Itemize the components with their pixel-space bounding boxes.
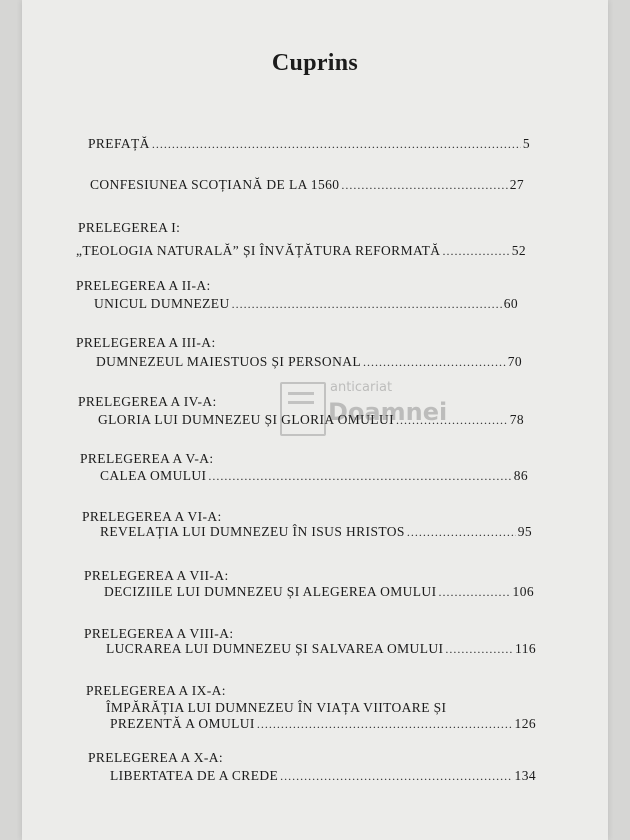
toc-entry-title: UNICUL DUMNEZEU (94, 296, 230, 311)
lecture-heading: PRELEGEREA A II-A: (76, 278, 211, 293)
toc-entry-confesiunea (90, 177, 524, 193)
lecture-heading: PRELEGEREA A V-A: (80, 451, 214, 466)
toc-entry-lecture-9 (110, 716, 536, 732)
toc-entry-title: CALEA OMULUI (100, 468, 207, 483)
lecture-heading: PRELEGEREA A IV-A: (78, 394, 217, 409)
toc-entry-title: LIBERTATEA DE A CREDE (110, 768, 279, 783)
toc-page-number: 126 (514, 716, 536, 731)
watermark (280, 372, 448, 452)
toc-page-number: 78 (509, 412, 524, 427)
toc-entry-lecture-8 (106, 641, 536, 657)
leader-dots (257, 717, 513, 732)
toc-page-number: 95 (517, 524, 532, 539)
toc-entry-prefata (88, 136, 530, 152)
lecture-heading: PRELEGEREA A VIII-A: (84, 626, 234, 641)
lecture-heading: PRELEGEREA A X-A: (88, 750, 224, 765)
toc-entry-lecture-1 (76, 243, 526, 259)
toc-page-number: 5 (522, 136, 530, 151)
leader-dots (341, 178, 507, 193)
toc-entry-title: PREFAȚĂ (88, 136, 150, 151)
toc-page-number: 134 (514, 768, 536, 783)
toc-page-number: 106 (512, 584, 534, 599)
lecture-heading: PRELEGEREA A VI-A: (82, 509, 222, 524)
toc-page-number: 70 (507, 354, 522, 369)
toc-entry-title: ÎMPĂRĂȚIA LUI DUMNEZEU ÎN VIAȚA VIITOARE ȘI (106, 700, 447, 715)
toc-page-number: 52 (511, 243, 526, 258)
leader-dots (208, 469, 511, 484)
toc-entry-title: REVELAȚIA LUI DUMNEZEU ÎN ISUS HRISTOS (100, 524, 405, 539)
toc-entry-lecture-3 (96, 354, 522, 370)
leader-dots (442, 244, 509, 259)
lecture-heading: PRELEGEREA A III-A: (76, 335, 216, 350)
leader-dots (280, 769, 512, 784)
leader-dots (445, 642, 513, 657)
watermark-big-text: Doamnei (328, 398, 448, 426)
toc-entry-title: LUCRAREA LUI DUMNEZEU ȘI SALVAREA OMULUI (106, 641, 444, 656)
leader-dots (152, 137, 521, 152)
lecture-heading: PRELEGEREA A IX-A: (86, 683, 226, 698)
toc-entry-title: GLORIA LUI DUMNEZEU ȘI GLORIA OMULUI (98, 412, 395, 427)
toc-entry-lecture-5 (100, 468, 528, 484)
toc-entry-lecture-10 (110, 768, 536, 784)
bookshelf-icon (280, 382, 326, 436)
leader-dots (232, 297, 502, 312)
toc-entry-title-continued: PREZENTĂ A OMULUI (110, 716, 255, 731)
toc-entry-title: DUMNEZEUL MAIESTUOS ȘI PERSONAL (96, 354, 362, 369)
leader-dots (438, 585, 510, 600)
toc-page-number: 116 (515, 641, 536, 656)
toc-entry-title: „TEOLOGIA NATURALĂ” ȘI ÎNVĂȚĂTURA REFORMATĂ (76, 243, 441, 258)
watermark-small-text: anticariat (330, 380, 393, 395)
leader-dots (363, 355, 506, 370)
page-title: Cuprins (271, 50, 359, 76)
toc-page-number: 27 (509, 177, 524, 192)
toc-entry-title: DECIZIILE LUI DUMNEZEU ȘI ALEGEREA OMULUI (104, 584, 437, 599)
toc-entry-lecture-7 (104, 584, 534, 600)
toc-page-number: 60 (503, 296, 518, 311)
toc-entry-lecture-6 (100, 524, 532, 540)
toc-page-number: 86 (513, 468, 528, 483)
leader-dots (407, 525, 516, 540)
book-page (22, 0, 608, 840)
toc-entry-lecture-2 (94, 296, 518, 312)
lecture-heading: PRELEGEREA I: (78, 220, 181, 235)
lecture-heading: PRELEGEREA A VII-A: (84, 568, 229, 583)
toc-entry-title: CONFESIUNEA SCOȚIANĂ DE LA 1560 (90, 177, 340, 192)
